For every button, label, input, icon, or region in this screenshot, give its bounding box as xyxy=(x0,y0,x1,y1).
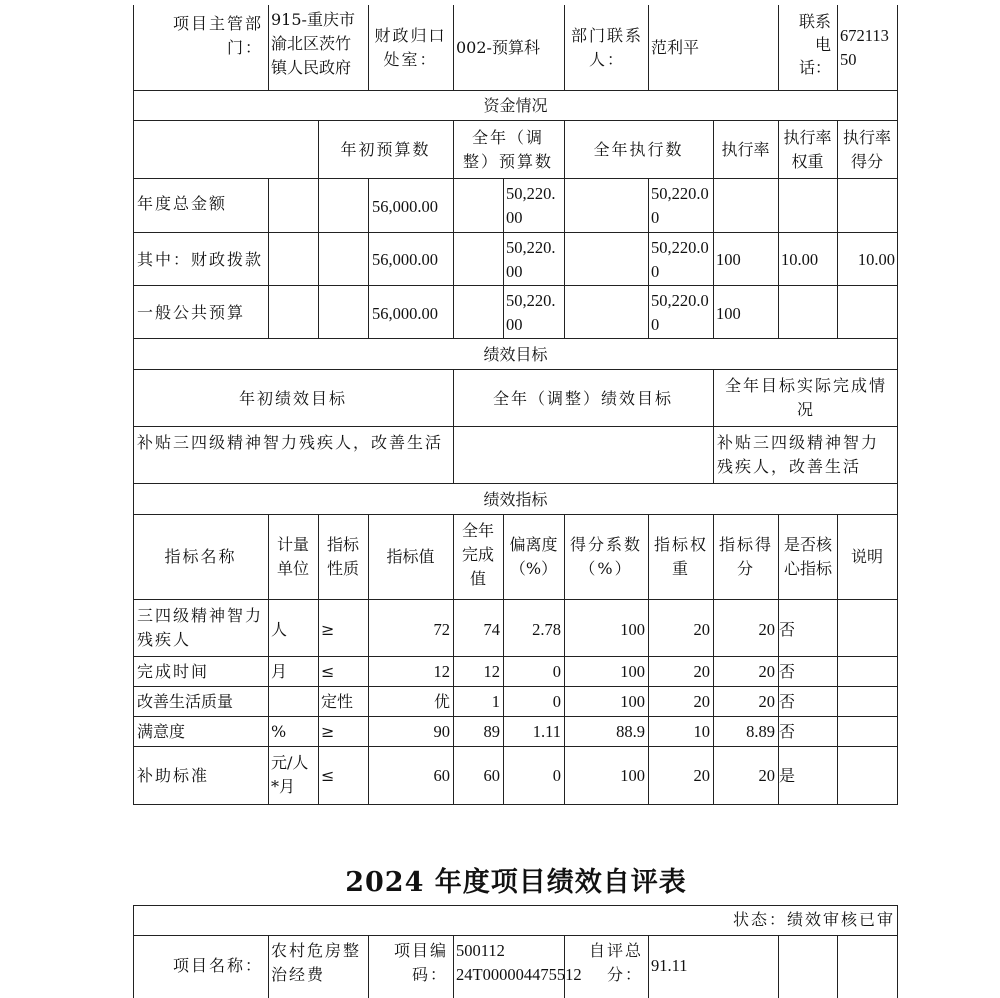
ind-row-actual: 1 xyxy=(491,692,500,711)
ind-row-core: 是 xyxy=(779,766,796,785)
ind-row-target: 90 xyxy=(433,722,450,741)
ind-row-unit xyxy=(268,688,318,692)
project-code-value: 500112 24T000004475512 xyxy=(456,941,582,984)
funding-row-initial: 56,000.00 xyxy=(372,250,438,269)
ind-row-deviation: 0 xyxy=(552,766,561,785)
ind-row-actual: 89 xyxy=(483,722,500,741)
ind-row-coef: 88.9 xyxy=(616,722,645,741)
funding-section-title: 资金情况 xyxy=(483,96,548,115)
goals-initial-text: 补贴三四级精神智力残疾人，改善生活 xyxy=(137,433,444,452)
ind-row-actual: 12 xyxy=(483,662,500,681)
ind-row-core: 否 xyxy=(779,722,796,741)
funding-header-executed: 全年执行数 xyxy=(593,140,684,159)
contact-label: 部门联系人： xyxy=(570,26,643,69)
ind-row-actual: 60 xyxy=(483,766,500,785)
goals-header-adjusted: 全年（调整）绩效目标 xyxy=(492,389,673,408)
ind-row-score: 20 xyxy=(758,620,775,639)
dept-label: 项目主管部门： xyxy=(172,14,263,57)
ind-row-deviation: 1.11 xyxy=(532,722,561,741)
ind-row-target: 12 xyxy=(433,662,450,681)
ind-row-unit: 人 xyxy=(271,620,288,639)
funding-row-initial: 56,000.00 xyxy=(372,197,438,216)
second-form-table xyxy=(0,900,1000,998)
ind-row-unit: % xyxy=(271,722,287,741)
goals-actual-text: 补贴三四级精神智力残疾人，改善生活 xyxy=(717,433,880,476)
ind-header-unit: 计量单位 xyxy=(276,535,309,578)
funding-header-weight: 执行率权重 xyxy=(783,128,832,171)
ind-row-core: 否 xyxy=(779,662,796,681)
ind-header-weight: 指标权重 xyxy=(653,535,708,578)
funding-row-weight: 10.00 xyxy=(781,250,819,269)
ind-row-weight: 20 xyxy=(693,620,710,639)
ind-row-nature: 定性 xyxy=(321,692,354,711)
ind-row-deviation: 0 xyxy=(552,692,561,711)
funding-header-rate: 执行率 xyxy=(721,140,770,159)
ind-row-nature: ≤ xyxy=(321,662,335,681)
goals-adjusted-text xyxy=(454,429,712,433)
ind-row-core: 否 xyxy=(779,692,796,711)
project-name-value: 农村危房整治经费 xyxy=(271,941,362,984)
ind-row-target: 60 xyxy=(433,766,450,785)
funding-row-label: 年度总金额 xyxy=(137,194,228,213)
ind-header-actual: 全年完成值 xyxy=(461,521,494,588)
funding-row-adjusted: 50,220.00 xyxy=(506,238,556,281)
form-title: 2024 年度项目绩效自评表 xyxy=(345,867,687,898)
ind-row-target: 72 xyxy=(433,620,450,639)
ind-row-coef: 100 xyxy=(620,692,645,711)
ind-row-core: 否 xyxy=(779,620,796,639)
goals-section-title: 绩效目标 xyxy=(483,345,548,364)
ind-row-target: 优 xyxy=(433,692,450,711)
ind-row-coef: 100 xyxy=(620,662,645,681)
goals-header-initial: 年初绩效目标 xyxy=(238,389,347,408)
ind-row-weight: 20 xyxy=(693,662,710,681)
finance-label: 财政归口处室： xyxy=(374,26,447,69)
ind-row-unit: 月 xyxy=(271,662,288,681)
funding-row-adjusted: 50,220.00 xyxy=(506,291,556,334)
status-text: 状态：绩效审核已审 xyxy=(732,910,895,929)
ind-header-deviation: 偏离度（%） xyxy=(509,535,558,578)
ind-header-score: 指标得分 xyxy=(718,535,773,578)
ind-header-note: 说明 xyxy=(850,547,883,566)
ind-row-nature: ≥ xyxy=(321,722,335,741)
funding-row-score: 10.00 xyxy=(857,250,895,269)
ind-row-score: 20 xyxy=(758,662,775,681)
ind-row-name: 三四级精神智力残疾人 xyxy=(137,606,264,649)
ind-row-actual: 74 xyxy=(483,620,500,639)
funding-row-executed: 50,220.00 xyxy=(651,238,709,281)
goals-header-actual: 全年目标实际完成情况 xyxy=(724,376,887,419)
project-name-label: 项目名称： xyxy=(172,956,263,975)
funding-row-rate: 100 xyxy=(716,250,741,269)
ind-row-score: 20 xyxy=(758,766,775,785)
ind-row-weight: 20 xyxy=(693,692,710,711)
phone-label: 联系电话： xyxy=(798,12,831,77)
ind-row-nature: ≥ xyxy=(321,620,335,639)
project-code-label: 项目编码： xyxy=(393,941,448,984)
funding-row-label: 其中：财政拨款 xyxy=(137,250,264,269)
ind-header-core: 是否核心指标 xyxy=(783,535,832,578)
indicators-section-title: 绩效指标 xyxy=(483,490,548,509)
ind-row-name: 补助标准 xyxy=(137,766,210,785)
ind-header-nature: 指标性质 xyxy=(326,535,359,578)
funding-row-executed: 50,220.00 xyxy=(651,184,709,227)
ind-row-score: 8.89 xyxy=(746,722,775,741)
funding-row-rate: 100 xyxy=(716,304,741,323)
ind-row-name: 改善生活质量 xyxy=(137,692,234,711)
ind-header-name: 指标名称 xyxy=(164,547,237,566)
ind-header-coef: 得分系数（%） xyxy=(569,535,642,578)
funding-header-initial: 年初预算数 xyxy=(340,140,431,159)
funding-row-initial: 56,000.00 xyxy=(372,304,438,323)
ind-row-coef: 100 xyxy=(620,766,645,785)
self-score-value: 91.11 xyxy=(651,956,688,975)
ind-header-target: 指标值 xyxy=(386,547,435,566)
ind-row-name: 完成时间 xyxy=(137,662,210,681)
ind-row-weight: 20 xyxy=(693,766,710,785)
funding-header-score: 执行率得分 xyxy=(842,128,891,171)
ind-row-name: 满意度 xyxy=(137,722,186,741)
self-score-label: 自评总分： xyxy=(588,941,643,984)
ind-row-deviation: 2.78 xyxy=(532,620,561,639)
ind-row-deviation: 0 xyxy=(552,662,561,681)
ind-row-coef: 100 xyxy=(620,620,645,639)
ind-row-unit: 元/人*月 xyxy=(271,753,309,796)
contact-value: 范利平 xyxy=(651,38,700,57)
funding-row-executed: 50,220.00 xyxy=(651,291,709,334)
phone-value: 67211350 xyxy=(840,26,889,69)
ind-row-weight: 10 xyxy=(693,722,710,741)
finance-value: 002-预算科 xyxy=(456,38,540,57)
ind-row-score: 20 xyxy=(758,692,775,711)
funding-header-adjusted: 全年（调整）预算数 xyxy=(462,128,553,171)
funding-row-label: 一般公共预算 xyxy=(137,303,246,322)
funding-row-adjusted: 50,220.00 xyxy=(506,184,556,227)
dept-value: 915-重庆市渝北区茨竹镇人民政府 xyxy=(271,10,355,77)
ind-row-nature: ≤ xyxy=(321,766,335,785)
